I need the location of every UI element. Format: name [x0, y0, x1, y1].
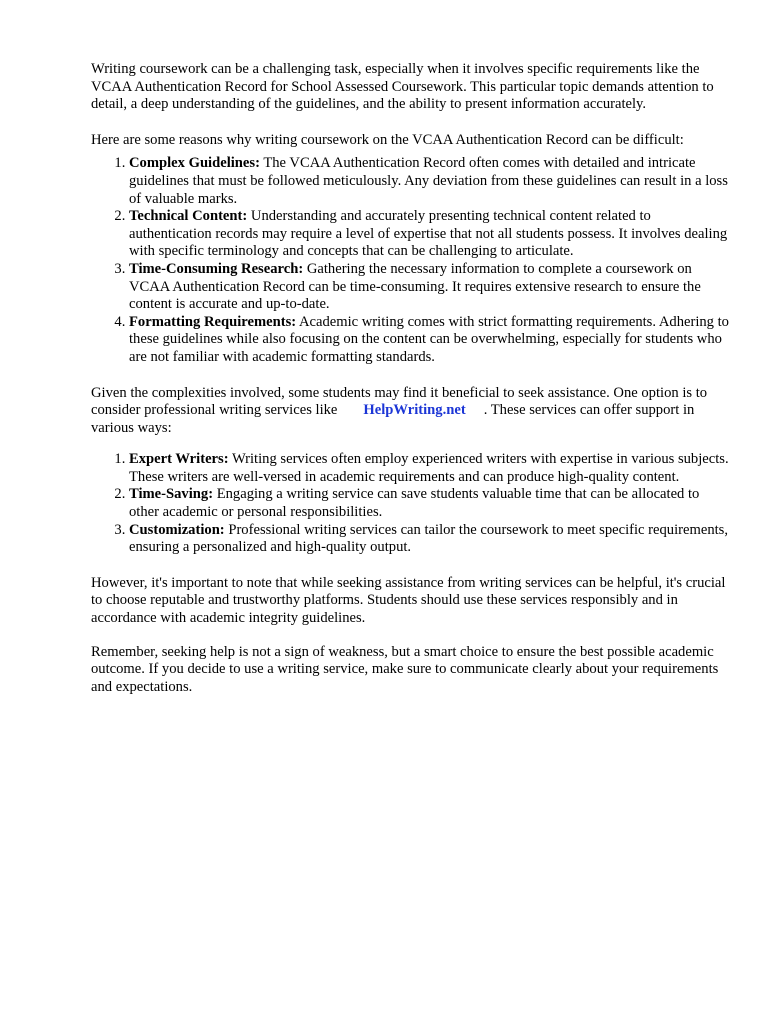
benefit-item-expert-writers: [129, 451, 731, 486]
reason-text: The VCAA Authentication Record often comes with detailed and intricate guidelines that must be followed meticulously. Any deviation from these guidelines can result in a loss of valuable marks.: [129, 155, 728, 207]
reason-term: Technical Content:: [129, 208, 248, 225]
benefit-text: Writing services often employ experienced writers with expertise in various subjects. These writers are well-versed in academic requirements and can produce high-quality content.: [129, 451, 729, 485]
reason-term: Formatting Requirements:: [129, 313, 297, 330]
benefit-item-time-saving: [129, 486, 731, 521]
benefit-text: Engaging a writing service can save students valuable time that can be allocated to other academic or personal responsibilities.: [129, 486, 700, 521]
benefit-term: Expert Writers:: [129, 451, 229, 468]
reason-item-technical-content: [129, 208, 731, 261]
assistance-text-before: Given the complexities involved, some students may find it beneficial to seek assistance. One option is to consider professional writing services like: [91, 384, 708, 419]
benefit-text: Professional writing services can tailor the coursework to meet specific requirements, ensuring a personalized and high-quality output.: [129, 521, 729, 556]
reason-term: Time-Consuming Research:: [129, 260, 304, 277]
benefits-list: [91, 451, 731, 557]
reason-item-time-consuming-research: [129, 261, 731, 314]
helpwriting-link[interactable]: HelpWriting.net: [363, 402, 466, 419]
reasons-list: [91, 155, 731, 366]
reason-term: Complex Guidelines:: [129, 155, 260, 172]
intro-paragraph: Writing coursework can be a challenging task, especially when it involves specific requirements like the VCAA Authentication Record for School Assessed Coursework. This particular topic demands attention to detail, a deep understanding of the guidelines, and the ability to present information accurately.: [91, 61, 714, 113]
document-page: [91, 61, 731, 696]
assistance-paragraph: [91, 385, 731, 438]
assistance-text-after: . These services can offer support in various ways:: [91, 402, 695, 436]
reasons-lead-paragraph: Here are some reasons why writing coursework on the VCAA Authentication Record can be difficult:: [91, 131, 684, 148]
reason-text: Gathering the necessary information to complete a coursework on VCAA Authentication Record can be time-consuming. It requires extensive research to ensure the content is accurate and up-to-date.: [129, 260, 701, 313]
note-paragraph: However, it's important to note that while seeking assistance from writing services can be helpful, it's crucial to choose reputable and trustworthy platforms. Students should use these services responsibly and in accordance with academic integrity guidelines.: [91, 574, 726, 627]
reason-item-formatting-requirements: [129, 314, 731, 367]
benefit-term: Customization:: [129, 521, 225, 538]
reason-text: Academic writing comes with strict formatting requirements. Adhering to these guidelines while also focusing on the content can be overwhelming, especially for students who are not familiar with academic formatting standards.: [129, 313, 729, 365]
closing-paragraph: Remember, seeking help is not a sign of weakness, but a smart choice to ensure the best possible academic outcome. If you decide to use a writing service, make sure to communicate clearly about your requirements and expectations.: [91, 643, 719, 695]
benefit-term: Time-Saving:: [129, 486, 214, 503]
benefit-item-customization: [129, 522, 731, 557]
reason-text: Understanding and accurately presenting technical content related to authentication records may require a level of expertise that not all students possess. It involves dealing with specific terminology and concepts that can be challenging to articulate.: [129, 208, 728, 260]
reason-item-complex-guidelines: [129, 155, 731, 208]
